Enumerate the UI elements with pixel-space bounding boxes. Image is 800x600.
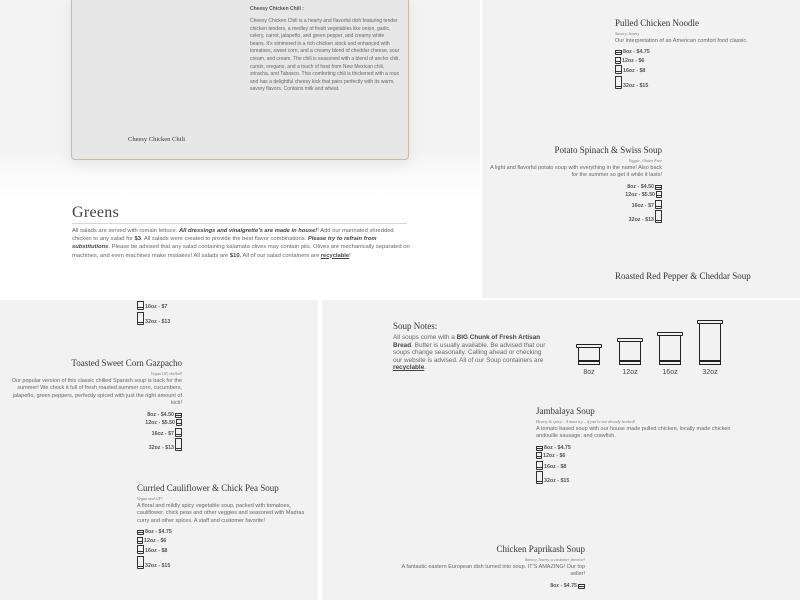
cup-32oz-icon [137, 556, 144, 569]
cup-8oz-icon [175, 413, 182, 418]
soup-curried-cauliflower-chick-pea [137, 483, 309, 569]
cup-12oz-icon [536, 452, 542, 459]
size-8oz: 8oz - $4.75 [615, 49, 795, 55]
soup-description: A fantastic eastern European dish turned into soup. IT'S AMAZING! Our top seller! [401, 564, 585, 578]
greens-description: All salads are served with romain lettuce. All dressings and vinaigrette's are made in house!! Add our marinated shredded chicken to any salad for $3. All salads were created to provide the best flavor combinations. Please try to refrain from substitutions. Please be advised that any salad containing kalamata olives may contain pits. Olives are mechanically separated on machines, and even machines make mistakes! All salads are $10. All of our salad containers are recyclable! [72, 228, 410, 259]
soup-panel-bottom-left [0, 300, 318, 600]
container-12oz-icon [617, 338, 643, 365]
container-label-32oz: 32oz [702, 369, 718, 376]
size-list [137, 301, 237, 325]
soup-name: Roasted Red Pepper & Cheddar Soup [615, 271, 751, 281]
cup-8oz-icon [137, 530, 144, 535]
size-32oz: 32oz - $13 [490, 210, 662, 223]
size-32oz: 32oz - $13 [8, 438, 182, 451]
cup-8oz-icon [615, 50, 622, 55]
card-caption: Cheesy Chicken Chili [128, 136, 186, 143]
soup-tag: Vegan GF, chilled! [150, 371, 182, 376]
size-12oz: 12oz - $5.50 [8, 419, 182, 426]
size-8oz: 8oz - $4.50 [8, 412, 182, 418]
cup-32oz-icon [536, 471, 543, 484]
cup-12oz-icon [615, 57, 621, 64]
size-16oz: 16oz - $8 [615, 65, 795, 74]
soup-description: Our popular version of this classic chilled Spanish soup is back for the summer! We chock it full of fresh roasted summer corn, cucumbers, jalapeño, green peppers, perfectly spiced with just the right amount of kick! [11, 378, 182, 407]
container-label-12oz: 12oz [622, 369, 638, 376]
cup-16oz-icon [137, 545, 144, 554]
size-list [8, 412, 182, 452]
soup-tag: Hearty & spicy... A must try – if you're not already hooked! [536, 419, 636, 424]
size-8oz: 8oz - $4.75 [398, 583, 585, 589]
soup-chicken-paprikash [398, 544, 585, 589]
container-32oz-icon [697, 320, 723, 365]
size-16oz: 16oz - $7 [8, 428, 182, 437]
size-16oz: 16oz - $8 [137, 545, 309, 554]
size-list [398, 583, 585, 589]
soup-roasted-red-pepper [615, 271, 800, 281]
cup-32oz-icon [175, 438, 182, 451]
featured-panel [0, 0, 480, 298]
cup-8oz-icon [578, 584, 585, 589]
soup-panel-bottom-right [322, 300, 800, 600]
cup-12oz-icon [656, 191, 662, 198]
cup-16oz-icon [615, 65, 622, 74]
recyclable-link[interactable]: recyclable [320, 252, 350, 259]
soup-notes-heading: Soup Notes: [393, 321, 438, 331]
size-16oz: 16oz - $7 [490, 200, 662, 209]
soup-tag: Veggie, Gluten Free [628, 158, 662, 163]
soup-description: A floral and mildly spicy vegetable soup, packed with tomatoes, cauliflower, chick peas and other veggies and seasoned with Madras curry and other spices. A staff and customer favorite! [137, 503, 305, 524]
size-32oz: 32oz - $15 [536, 471, 736, 484]
container-label-8oz: 8oz [583, 369, 595, 376]
cup-16oz-icon [175, 428, 182, 437]
soup-panel-top-right [482, 0, 800, 298]
soup-jambalaya [536, 406, 736, 484]
size-16oz: 16oz - $7 [137, 301, 237, 310]
soup-description: A tomato based soup with our house made pulled chicken, locally made chicken andouille sausage, and crawfish. [536, 426, 731, 440]
size-32oz: 32oz - $15 [615, 76, 795, 89]
size-12oz: 12oz - $6 [615, 57, 795, 64]
size-12oz: 12oz - $6 [536, 452, 736, 459]
soup-partial-sizes [137, 301, 237, 325]
soup-toasted-sweet-corn-gazpacho [8, 358, 182, 451]
size-list [137, 529, 309, 569]
soup-pulled-chicken-noodle [615, 18, 795, 89]
container-8oz-icon [576, 344, 602, 365]
container-sizes-illustration [576, 316, 726, 376]
size-12oz: 12oz - $5.50 [490, 191, 662, 198]
recyclable-link[interactable]: recyclable [393, 364, 425, 372]
size-list [490, 184, 662, 224]
container-label-16oz: 16oz [662, 369, 678, 376]
cup-16oz-icon [655, 200, 662, 209]
size-32oz: 32oz - $15 [137, 556, 309, 569]
soup-name: Curried Cauliflower & Chick Pea Soup [137, 483, 279, 493]
size-8oz: 8oz - $4.75 [536, 445, 736, 451]
size-list [615, 49, 795, 89]
size-32oz: 32oz - $13 [137, 312, 237, 325]
greens-heading: Greens [72, 204, 120, 221]
soup-tag: Savory, hearty, a customer favorite! [524, 557, 585, 562]
soup-name: Jambalaya Soup [536, 406, 595, 416]
soup-tag: Savory, hearty [615, 31, 640, 36]
size-8oz: 8oz - $4.75 [137, 529, 309, 535]
featured-soup-card[interactable] [71, 0, 409, 160]
soup-tag: Vegan and GF! [137, 496, 163, 501]
size-list [536, 445, 736, 485]
size-16oz: 16oz - $8 [536, 461, 736, 470]
size-12oz: 12oz - $6 [137, 537, 309, 544]
soup-name: Chicken Paprikash Soup [496, 544, 585, 554]
cup-32oz-icon [655, 210, 662, 223]
cup-8oz-icon [536, 446, 543, 451]
cup-16oz-icon [137, 301, 144, 310]
soup-description: Our interpretation of an American comfort food classic. [615, 38, 748, 44]
greens-divider [72, 223, 407, 224]
soup-name: Toasted Sweet Corn Gazpacho [71, 358, 182, 368]
container-16oz-icon [657, 332, 683, 365]
cup-32oz-icon [137, 312, 144, 325]
card-title: Cheesy Chicken Chili : [250, 6, 304, 12]
soup-name: Potato Spinach & Swiss Soup [554, 145, 662, 155]
cup-12oz-icon [137, 537, 143, 544]
soup-notes-text: All soups come with a BIG Chunk of Fresh Artisan Bread. Butter is usually available. Be advised that our soups change seasonally. Calling ahead or checking our website is advised. All of our Soup containers are recyclable. [393, 334, 546, 372]
cup-8oz-icon [655, 185, 662, 190]
card-description: Cheesy Chicken Chili is a hearty and flavorful dish featuring tender chicken tenders, a medley of fresh vegetables like onion, garlic, celery, carrot, jalapeño, and green pepper, and creamy white beans. It's simmered in a rich chicken stock and enhanced with tomatoes, sweet corn, and a creamy blend of cheddar cheese, sour cream, and cream. The chili is seasoned with a blend of ancho chili, cumin, oregano, and a touch of heat from New Mexican chili, sriracha, and Tabasco. This comforting chili is thickened with a roux and has a delightful cheesy kick that pairs perfectly with its warm, savory flavors. Contains milk and wheat. [250, 18, 400, 93]
size-8oz: 8oz - $4.50 [490, 184, 662, 190]
cup-12oz-icon [176, 419, 182, 426]
soup-description: A light and flavorful potato soup with everything in the name! Also back for the summer so get it while it lasts! [490, 165, 662, 179]
soup-name: Pulled Chicken Noodle [615, 18, 699, 28]
cup-32oz-icon [615, 76, 622, 89]
cup-16oz-icon [536, 461, 543, 470]
soup-potato-spinach-swiss [490, 145, 662, 223]
